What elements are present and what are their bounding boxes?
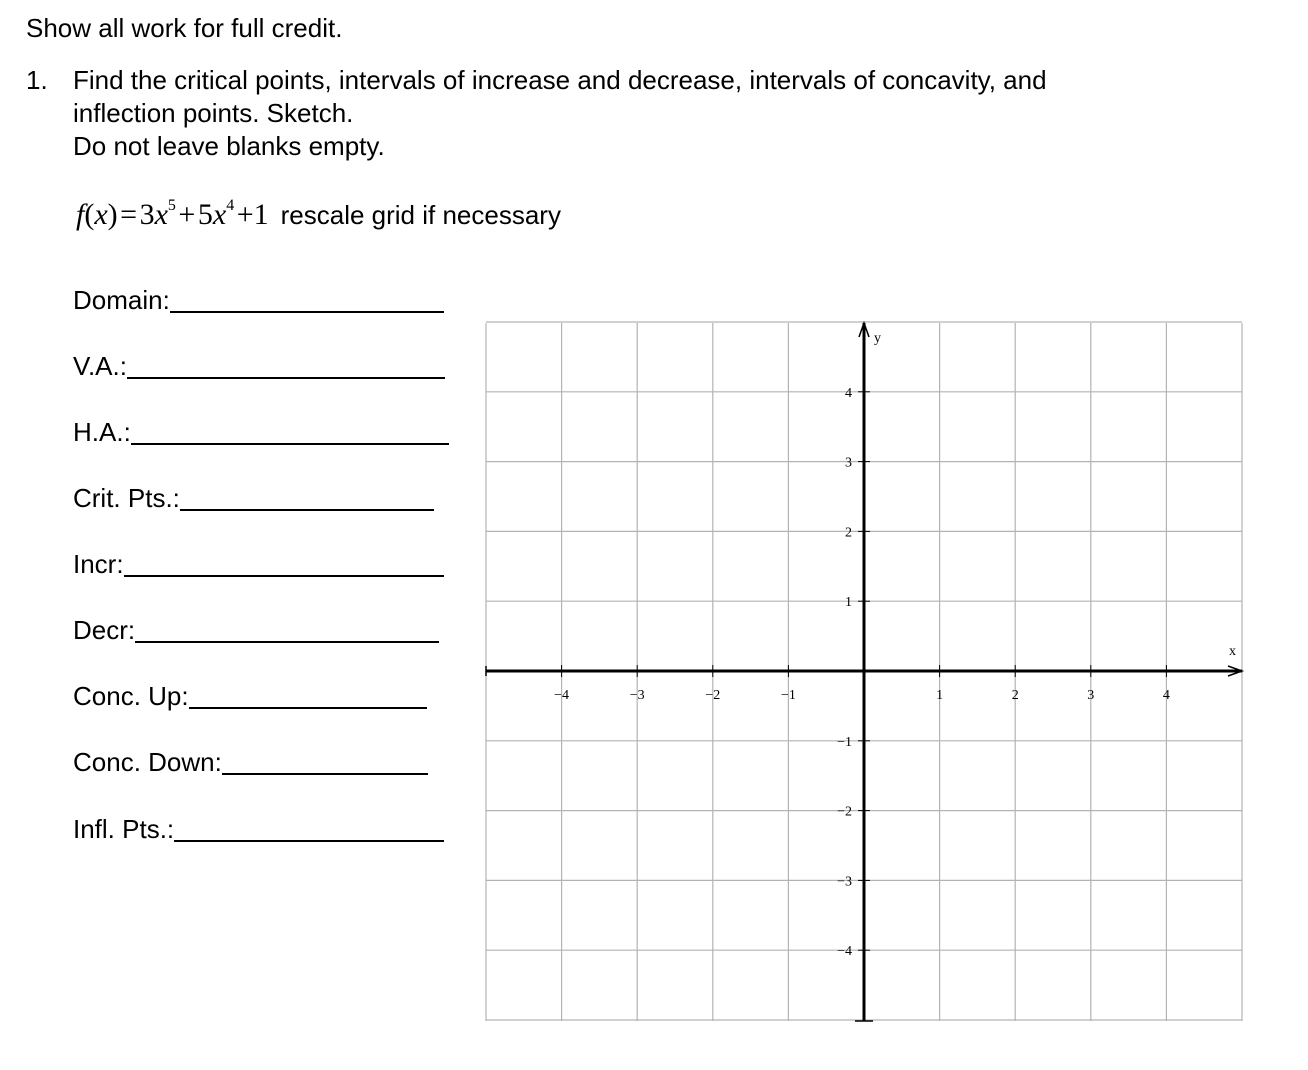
y-tick-label: −4 bbox=[837, 944, 852, 960]
decr-label: Decr: bbox=[73, 615, 136, 645]
domain-label: Domain: bbox=[73, 285, 170, 315]
constant-term: 1 bbox=[253, 198, 269, 231]
x-tick-label: 3 bbox=[1087, 688, 1095, 703]
term1-coefficient: 3 bbox=[139, 198, 155, 231]
x-tick-label: −2 bbox=[705, 688, 721, 703]
x-tick-label: −4 bbox=[554, 688, 570, 703]
y-tick-label: −3 bbox=[837, 874, 852, 890]
x-tick-label: 4 bbox=[1162, 688, 1170, 703]
term2-coefficient: 5 bbox=[197, 198, 213, 231]
y-axis-label: y bbox=[874, 331, 881, 346]
term1-variable: x bbox=[154, 198, 168, 231]
x-tick-label: −1 bbox=[780, 688, 796, 703]
y-tick-label: 3 bbox=[845, 455, 852, 471]
conc-up-label: Conc. Up: bbox=[73, 681, 189, 711]
y-tick-label: 4 bbox=[845, 385, 852, 401]
incr-label: Incr: bbox=[73, 549, 124, 579]
va-label: V.A.: bbox=[73, 351, 127, 381]
y-tick-label: −1 bbox=[837, 734, 852, 750]
function-formula: f(x) = $3x^5$ + $5x^4$ +1 bbox=[76, 197, 269, 231]
y-tick-label: 1 bbox=[845, 595, 852, 611]
problem-line-3: Do not leave blanks empty. bbox=[73, 131, 385, 161]
x-tick-label: 1 bbox=[936, 688, 944, 703]
instructions: Show all work for full credit. bbox=[26, 13, 343, 43]
y-tick-label: −2 bbox=[837, 804, 852, 820]
function-name: f bbox=[76, 198, 85, 231]
rescale-note: rescale grid if necessary bbox=[280, 200, 561, 230]
axes bbox=[486, 323, 1242, 1021]
problem-number: 1. bbox=[26, 65, 48, 95]
conc-down-label: Conc. Down: bbox=[73, 747, 222, 777]
ha-label: H.A.: bbox=[73, 417, 131, 447]
infl-pts-label: Infl. Pts.: bbox=[73, 814, 175, 844]
x-axis-label: x bbox=[1229, 644, 1236, 659]
function-variable: x bbox=[94, 198, 108, 231]
x-tick-label: −3 bbox=[629, 688, 645, 703]
problem-line-1: Find the critical points, intervals of increase and decrease, intervals of concavity, and bbox=[73, 65, 1047, 95]
problem-line-2: inflection points. Sketch. bbox=[73, 98, 354, 128]
x-tick-label: 2 bbox=[1011, 688, 1019, 703]
term1-exponent: 5 bbox=[167, 197, 176, 214]
crit-pts-label: Crit. Pts.: bbox=[73, 483, 180, 513]
term2-variable: x bbox=[212, 198, 227, 231]
y-tick-label: 2 bbox=[845, 525, 852, 541]
term2-exponent: 4 bbox=[226, 197, 235, 214]
